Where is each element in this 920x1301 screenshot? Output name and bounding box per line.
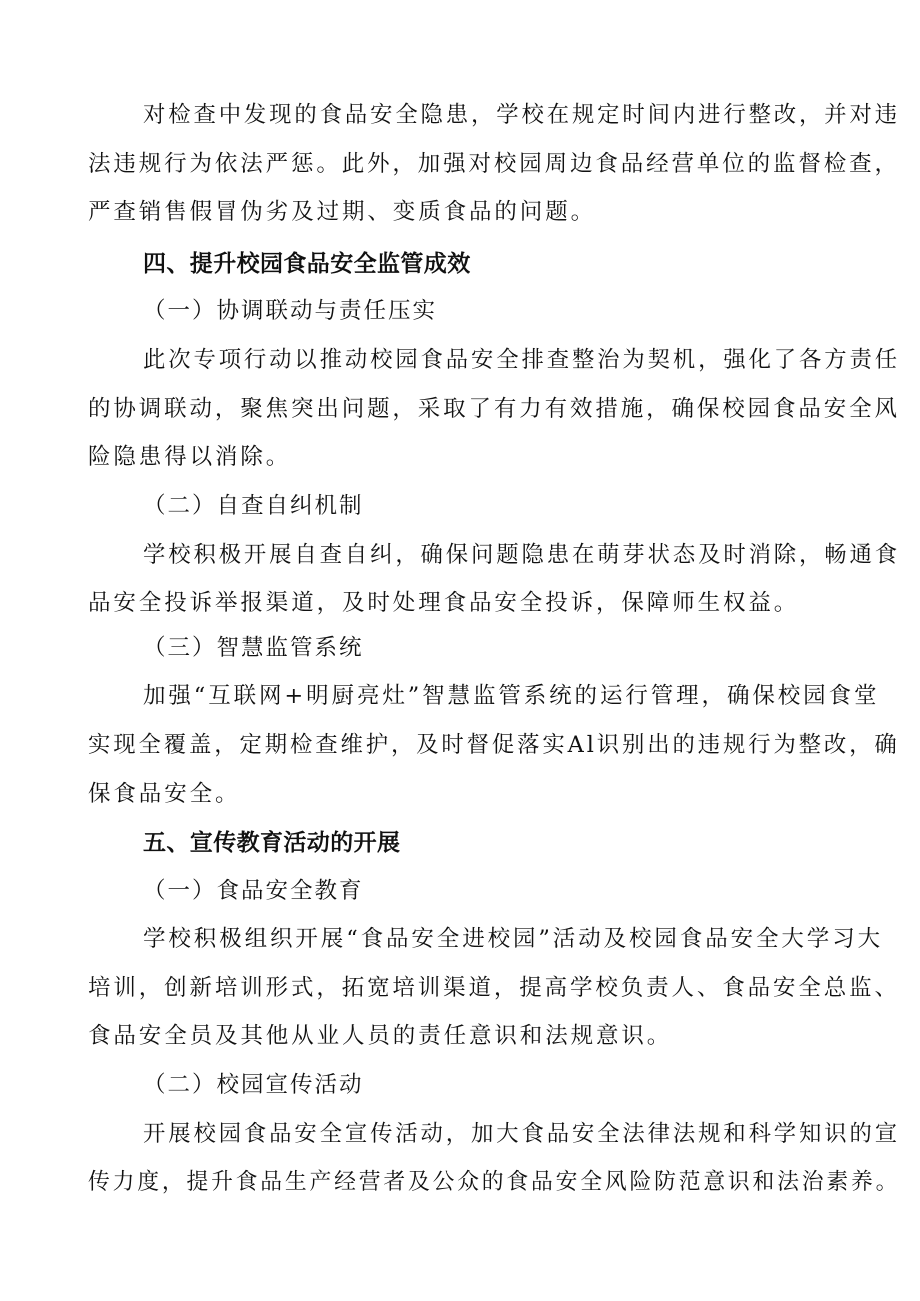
paragraph-line: 法违规行为依法严惩。此外，加强对校园周边食品经营单位的监督检查， (88, 151, 900, 177)
paragraph-line: 学校积极组织开展“食品安全进校园”活动及校园食品安全大学习大 (143, 926, 884, 952)
paragraph-line: 食品安全员及其他从业人员的责任意识和法规意识。 (88, 1023, 673, 1049)
paragraph-line: 传力度，提升食品生产经营者及公众的食品安全风险防范意识和法治素养。 (88, 1169, 901, 1195)
paragraph-line: 严查销售假冒伪劣及过期、变质食品的问题。 (88, 199, 597, 225)
subsection-heading: （二）自查自纠机制 (143, 493, 364, 519)
paragraph-line: 开展校园食品安全宣传活动，加大食品安全法律法规和科学知识的宣 (143, 1121, 900, 1147)
subsection-heading: （三）智慧监管系统 (143, 635, 364, 661)
paragraph-line: 险隐患得以消除。 (88, 444, 292, 470)
subsection-heading: （一）协调联动与责任压实 (143, 298, 438, 324)
paragraph-line: 加强“互联网+明厨亮灶”智慧监管系统的运行管理，确保校园食堂 (143, 683, 880, 709)
paragraph-line: 保食品安全。 (88, 781, 241, 807)
paragraph-line: 此次专项行动以推动校园食品安全排查整治为契机，强化了各方责任 (143, 347, 900, 373)
paragraph-line: 学校积极开展自查自纠，确保问题隐患在萌芽状态及时消除，畅通食 (143, 542, 900, 568)
subsection-heading: （二）校园宣传活动 (143, 1072, 364, 1098)
section-heading-5: 五、宣传教育活动的开展 (143, 830, 401, 856)
paragraph-line: 培训，创新培训形式，拓宽培训渠道，提高学校负责人、食品安全总监、 (88, 975, 900, 1001)
paragraph-line: 的协调联动，聚焦突出问题，采取了有力有效措施，确保校园食品安全风 (88, 396, 900, 422)
paragraph-line: 实现全覆盖，定期检查维护，及时督促落实Al识别出的违规行为整改，确 (88, 732, 900, 758)
subsection-heading: （一）食品安全教育 (143, 878, 364, 904)
section-heading-4: 四、提升校园食品安全监管成效 (143, 251, 471, 277)
paragraph-line: 对检查中发现的食品安全隐患，学校在规定时间内进行整改，并对违 (143, 102, 900, 128)
paragraph-line: 品安全投诉举报渠道，及时处理食品安全投诉，保障师生权益。 (88, 590, 800, 616)
